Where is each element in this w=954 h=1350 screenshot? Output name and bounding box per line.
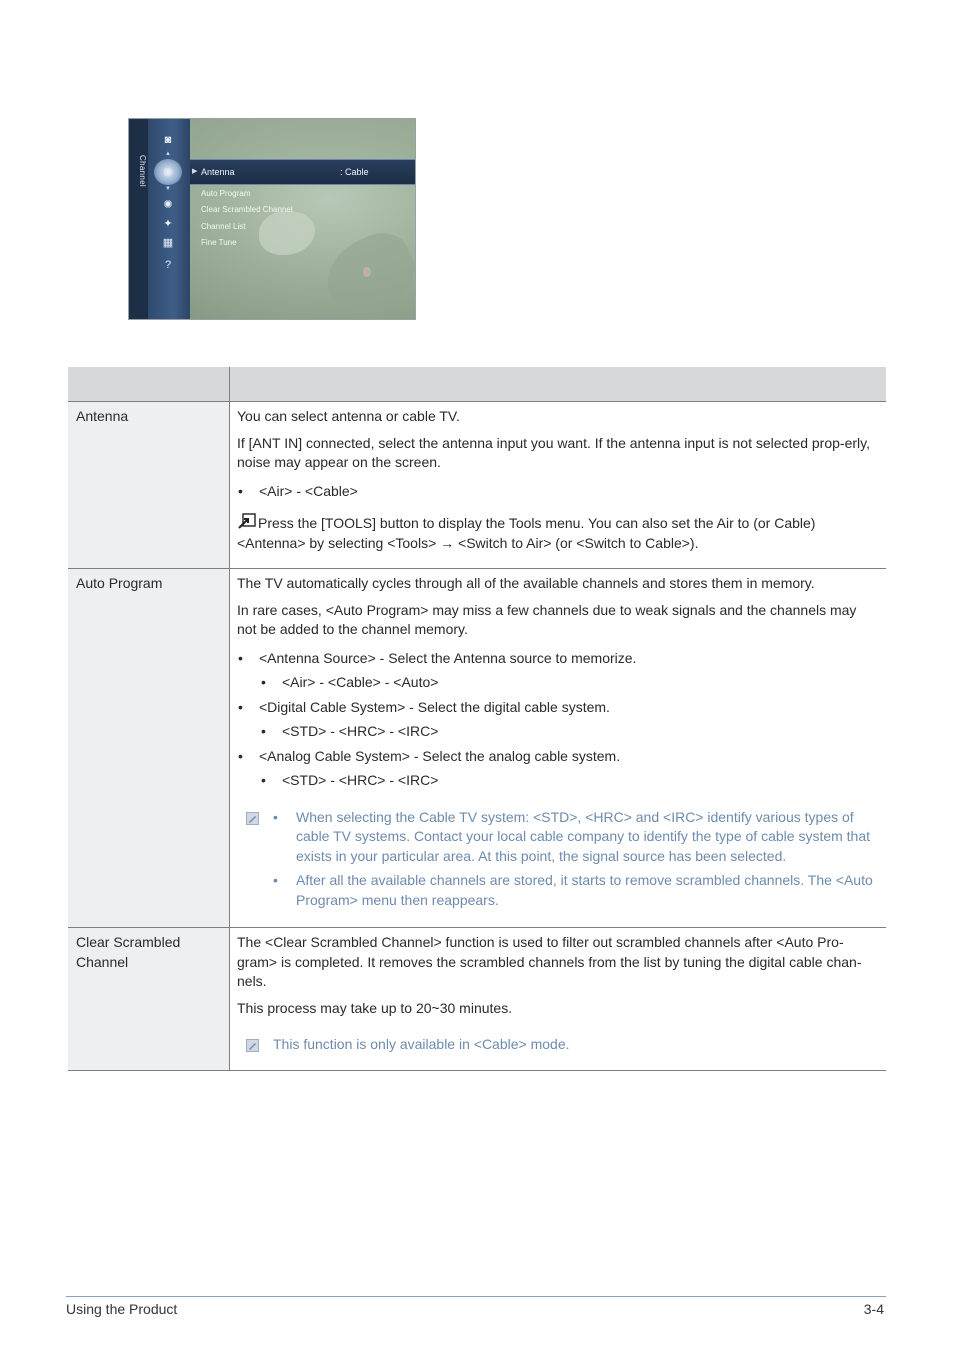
chevron-up-icon: ▲ — [165, 151, 171, 157]
bullet-item: • <Analog Cable System> - Select the analog cable system. — [237, 747, 878, 767]
note-text: This function is only available in <Cable> mode. — [273, 1036, 570, 1052]
setup-icon[interactable]: ✺ — [163, 199, 173, 211]
tools-icon — [237, 513, 257, 530]
row-description — [230, 402, 887, 569]
row-description — [230, 928, 887, 1071]
note-list — [237, 808, 878, 911]
tv-menu-screenshot — [128, 118, 416, 320]
picture-icon[interactable]: ◙ — [164, 134, 172, 146]
sub-bullet-item: • <Air> - <Cable> - <Auto> — [237, 673, 878, 693]
table-row — [68, 928, 886, 1071]
menu-description-table — [68, 367, 886, 1071]
description-paragraph: This process may take up to 20~30 minutes. — [237, 999, 513, 1016]
note-item: • When selecting the Cable TV system: <STD>, <HRC> and <IRC> identify various types of cable TV systems. Contact your local cable company to identify the type of cable system that exists in your particular area. At this point, the signal source has been selected. — [237, 808, 878, 867]
channel-menu — [190, 119, 416, 319]
note-icon — [246, 1039, 259, 1052]
menu-item-fine-tune[interactable]: Fine Tune — [201, 238, 237, 247]
input-icon[interactable]: ✦ — [163, 218, 173, 230]
footer-section-title: Using the Product — [66, 1301, 178, 1317]
note-block — [237, 808, 878, 911]
description-paragraph: You can select antenna or cable TV. — [237, 408, 460, 424]
application-icon[interactable]: ▦ — [162, 237, 174, 249]
menu-item-antenna[interactable] — [190, 159, 416, 185]
description-paragraph: The TV automatically cycles through all of the available channels and stores them in memory. — [237, 575, 815, 591]
menu-icon-column — [148, 119, 190, 319]
menu-item-value: : Cable — [340, 167, 369, 177]
menu-item-auto-program[interactable]: Auto Program — [201, 189, 251, 198]
tools-note — [237, 513, 878, 553]
menu-category-bar — [129, 119, 148, 319]
table-header-cell — [68, 367, 230, 402]
footer-divider — [66, 1296, 886, 1297]
description-paragraph: If [ANT IN] connected, select the antenna input you want. If the antenna input is not selected prop-erly, noise may appear on the screen. — [237, 434, 870, 470]
menu-item-channel-list[interactable]: Channel List — [201, 222, 246, 231]
sub-bullet-item: • <STD> - <HRC> - <IRC> — [237, 771, 878, 791]
bullet-item: • <Antenna Source> - Select the Antenna source to memorize. — [237, 649, 878, 669]
chevron-right-icon: ▶ — [192, 168, 198, 175]
support-icon[interactable]: ? — [164, 259, 172, 271]
chevron-down-icon: ▼ — [165, 186, 171, 192]
sub-bullet-item: • <STD> - <HRC> - <IRC> — [237, 722, 878, 742]
note-item: • After all the available channels are stored, it starts to remove scrambled channels. The <Auto Program> menu then reappears. — [237, 871, 878, 910]
description-paragraph: The <Clear Scrambled Channel> function is used to filter out scrambled channels after <Auto Pro-gram> is completed. It removes the scrambled channels from the list by tuning the digital cable chan-nels. — [237, 934, 862, 989]
menu-item-clear-scrambled-channel[interactable]: Clear Scrambled Channel — [201, 205, 293, 214]
table-header-row — [68, 367, 886, 402]
menu-category-label: Channel — [138, 155, 147, 187]
menu-item-label: Antenna — [201, 167, 235, 177]
description-paragraph: In rare cases, <Auto Program> may miss a few channels due to weak signals and the channels may not be added to the channel memory. — [237, 601, 857, 637]
bullet-item: • <Air> - <Cable> — [237, 482, 878, 502]
menu-header-area — [190, 119, 416, 159]
row-name: Auto Program — [68, 569, 230, 928]
bullet-item: • <Digital Cable System> - Select the digital cable system. — [237, 698, 878, 718]
row-name: Antenna — [68, 402, 230, 569]
table-row — [68, 402, 886, 569]
table-row — [68, 569, 886, 928]
row-name: Clear Scrambled Channel — [68, 928, 230, 1071]
channel-icon[interactable]: ◉ — [163, 166, 173, 178]
footer-page-number: 3-4 — [863, 1301, 884, 1317]
tools-note-text: Press the [TOOLS] button to display the Tools menu. You can also set the Air to (or Cable) <Antenna> by selecting <Tools> → <Switch to Air> (or <Switch to Cable>). — [237, 515, 816, 551]
table-header-cell — [230, 367, 887, 402]
row-description — [230, 569, 887, 928]
note-block — [237, 1035, 878, 1055]
